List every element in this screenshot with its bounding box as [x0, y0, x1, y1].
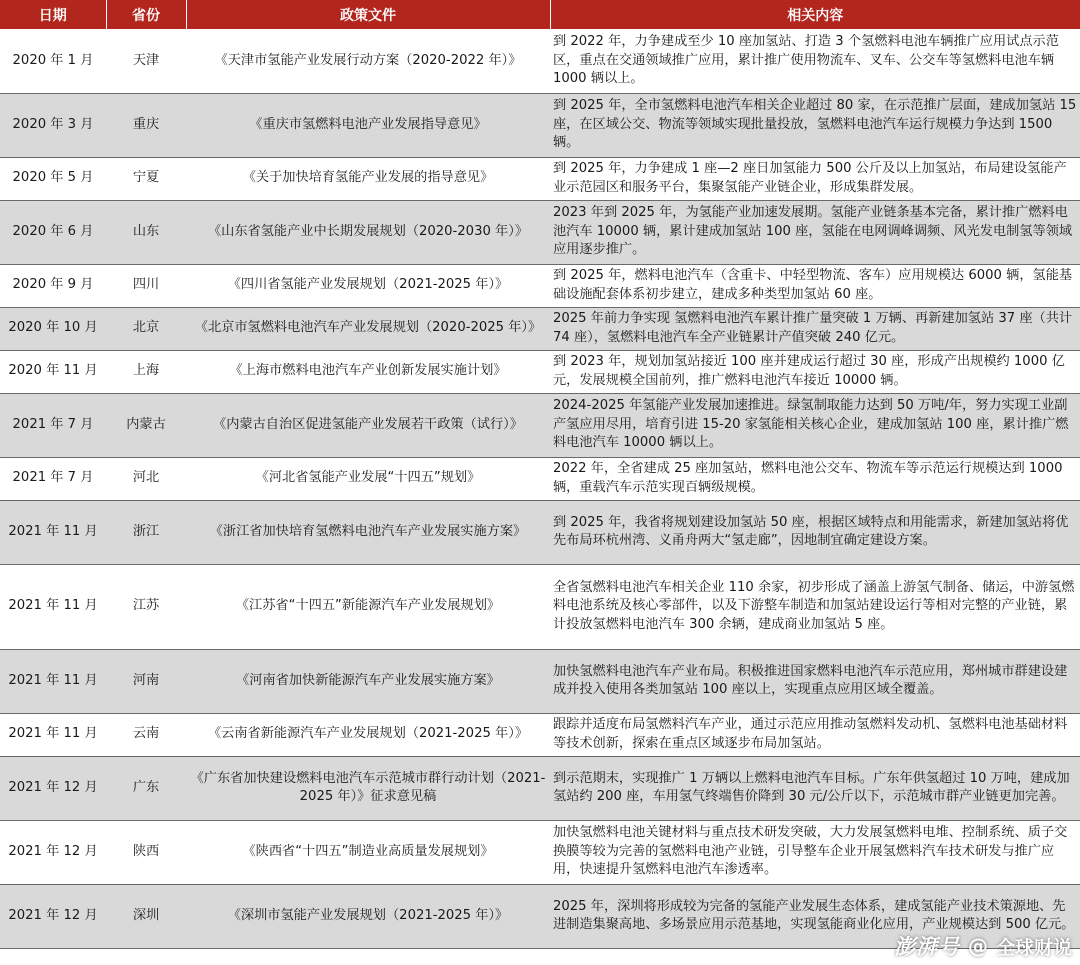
- cell-document: 《北京市氢燃料电池汽车产业发展规划（2020-2025 年）》: [186, 307, 550, 350]
- cell-content: 到 2025 年，全市氢燃料电池汽车相关企业超过 80 家，在示范推广层面，建成加氢站 15 座，在区域公交、物流等领域实现批量投放，氢燃料电池汽车运行规模力争达到 1500 辆。: [550, 93, 1080, 157]
- cell-province: 重庆: [106, 93, 186, 157]
- cell-province: 天津: [106, 29, 186, 93]
- cell-document: 《深圳市氢能产业发展规划（2021-2025 年）》: [186, 884, 550, 948]
- cell-date: 2020 年 11 月: [0, 350, 106, 393]
- table-row: [0, 350, 1080, 393]
- cell-document: 《广东省加快建设燃料电池汽车示范城市群行动计划（2021-2025 年）》征求意见稿: [186, 756, 550, 820]
- cell-document: 《浙江省加快培育氢燃料电池汽车产业发展实施方案》: [186, 500, 550, 564]
- table-row: [0, 713, 1080, 756]
- cell-province: 上海: [106, 350, 186, 393]
- table-row: [0, 264, 1080, 307]
- cell-date: 2021 年 12 月: [0, 756, 106, 820]
- cell-document: 《江苏省“十四五”新能源汽车产业发展规划》: [186, 564, 550, 649]
- table-row: [0, 393, 1080, 457]
- cell-province: 深圳: [106, 884, 186, 948]
- table-row: [0, 756, 1080, 820]
- cell-content: 到 2025 年，我省将规划建设加氢站 50 座，根据区域特点和用能需求，新建加氢站将优先布局环杭州湾、义甬舟两大“氢走廊”，因地制宜确定建设方案。: [550, 500, 1080, 564]
- watermark-at: @: [967, 934, 988, 958]
- table-row: [0, 307, 1080, 350]
- cell-province: 浙江: [106, 500, 186, 564]
- watermark-account: 全球财说: [995, 936, 1072, 959]
- cell-date: 2020 年 10 月: [0, 307, 106, 350]
- table-body: [0, 29, 1080, 948]
- cell-date: 2020 年 3 月: [0, 93, 106, 157]
- cell-province: 河南: [106, 649, 186, 713]
- watermark: [894, 929, 1072, 963]
- cell-province: 四川: [106, 264, 186, 307]
- cell-date: 2021 年 12 月: [0, 884, 106, 948]
- cell-document: 《重庆市氢燃料电池产业发展指导意见》: [186, 93, 550, 157]
- cell-document: 《天津市氢能产业发展行动方案（2020-2022 年）》: [186, 29, 550, 93]
- cell-province: 山东: [106, 200, 186, 264]
- cell-province: 北京: [106, 307, 186, 350]
- cell-date: 2020 年 6 月: [0, 200, 106, 264]
- table-row: [0, 649, 1080, 713]
- cell-document: 《河南省加快新能源汽车产业发展实施方案》: [186, 649, 550, 713]
- table-header: [0, 0, 1080, 29]
- cell-content: 加快氢燃料电池汽车产业布局。积极推进国家燃料电池汽车示范应用，郑州城市群建设建成并投入使用各类加氢站 100 座以上，实现重点应用区域全覆盖。: [550, 649, 1080, 713]
- cell-content: 2022 年，全省建成 25 座加氢站，燃料电池公交车、物流车等示范运行规模达到 1000 辆，重载汽车示范实现百辆级规模。: [550, 457, 1080, 500]
- cell-province: 河北: [106, 457, 186, 500]
- cell-content: 2023 年到 2025 年，为氢能产业加速发展期。氢能产业链条基本完备，累计推广燃料电池汽车 10000 辆，累计建成加氢站 100 座，氢能在电网调峰调频、风光发电制氢等领域应用逐步推广。: [550, 200, 1080, 264]
- table-row: [0, 200, 1080, 264]
- cell-content: 2025 年前力争实现 氢燃料电池汽车累计推广量突破 1 万辆、再新建加氢站 37 座（共计 74 座），氢燃料电池汽车全产业链累计产值突破 240 亿元。: [550, 307, 1080, 350]
- cell-content: 2025 年，深圳将形成较为完备的氢能产业发展生态体系，建成氢能产业技术策源地、先进制造集聚高地、多场景应用示范基地，实现氢能商业化应用，产业规模达到 500 亿元。: [550, 884, 1080, 948]
- cell-document: 《河北省氢能产业发展“十四五”规划》: [186, 457, 550, 500]
- cell-date: 2021 年 11 月: [0, 649, 106, 713]
- cell-content: 到 2025 年，燃料电池汽车（含重卡、中轻型物流、客车）应用规模达 6000 辆，氢能基础设施配套体系初步建立，建成多种类型加氢站 60 座。: [550, 264, 1080, 307]
- header-date: 日期: [0, 0, 106, 29]
- cell-date: 2020 年 9 月: [0, 264, 106, 307]
- cell-province: 宁夏: [106, 157, 186, 200]
- table-row: [0, 820, 1080, 884]
- table-row: [0, 564, 1080, 649]
- cell-date: 2021 年 12 月: [0, 820, 106, 884]
- cell-content: 到 2023 年，规划加氢站接近 100 座并建成运行超过 30 座，形成产出规模约 1000 亿元，发展规模全国前列，推广燃料电池汽车接近 10000 辆。: [550, 350, 1080, 393]
- cell-document: 《云南省新能源汽车产业发展规划（2021-2025 年）》: [186, 713, 550, 756]
- cell-date: 2021 年 7 月: [0, 393, 106, 457]
- cell-content: 全省氢燃料电池汽车相关企业 110 余家，初步形成了涵盖上游氢气制备、储运，中游氢燃料电池系统及核心零部件，以及下游整车制造和加氢站建设运行等相对完整的产业链，累计投放氢燃料电池汽车 300 余辆，建成商业加氢站 5 座。: [550, 564, 1080, 649]
- cell-date: 2021 年 11 月: [0, 500, 106, 564]
- cell-content: 到 2022 年，力争建成至少 10 座加氢站、打造 3 个氢燃料电池车辆推广应用试点示范区，重点在交通领域推广应用，累计推广使用物流车、叉车、公交车等氢燃料电池车辆 1000 辆以上。: [550, 29, 1080, 93]
- header-document: 政策文件: [186, 0, 550, 29]
- cell-date: 2021 年 11 月: [0, 713, 106, 756]
- cell-province: 陕西: [106, 820, 186, 884]
- cell-document: 《内蒙古自治区促进氢能产业发展若干政策（试行）》: [186, 393, 550, 457]
- cell-date: 2021 年 7 月: [0, 457, 106, 500]
- table-row: [0, 457, 1080, 500]
- cell-date: 2020 年 1 月: [0, 29, 106, 93]
- table-row: [0, 93, 1080, 157]
- cell-document: 《四川省氢能产业发展规划（2021-2025 年）》: [186, 264, 550, 307]
- header-row: [0, 0, 1080, 29]
- cell-content: 跟踪并适度布局氢燃料汽车产业，通过示范应用推动氢燃料发动机、氢燃料电池基础材料等技术创新，探索在重点区域逐步布局加氢站。: [550, 713, 1080, 756]
- table-row: [0, 29, 1080, 93]
- cell-document: 《关于加快培育氢能产业发展的指导意见》: [186, 157, 550, 200]
- table-row: [0, 500, 1080, 564]
- table-row: [0, 157, 1080, 200]
- cell-document: 《山东省氢能产业中长期发展规划（2020-2030 年）》: [186, 200, 550, 264]
- cell-content: 到示范期末，实现推广 1 万辆以上燃料电池汽车目标。广东年供氢超过 10 万吨，建成加氢站约 200 座，车用氢气终端售价降到 30 元/公斤以下，示范城市群产业链更加完善。: [550, 756, 1080, 820]
- cell-date: 2020 年 5 月: [0, 157, 106, 200]
- cell-document: 《陕西省“十四五”制造业高质量发展规划》: [186, 820, 550, 884]
- cell-province: 江苏: [106, 564, 186, 649]
- cell-province: 内蒙古: [106, 393, 186, 457]
- cell-province: 广东: [106, 756, 186, 820]
- cell-date: 2021 年 11 月: [0, 564, 106, 649]
- header-content: 相关内容: [550, 0, 1080, 29]
- cell-province: 云南: [106, 713, 186, 756]
- cell-document: 《上海市燃料电池汽车产业创新发展实施计划》: [186, 350, 550, 393]
- cell-content: 到 2025 年，力争建成 1 座—2 座日加氢能力 500 公斤及以上加氢站，布局建设氢能产业示范园区和服务平台，集聚氢能产业链企业，形成集群发展。: [550, 157, 1080, 200]
- cell-content: 加快氢燃料电池关键材料与重点技术研发突破，大力发展氢燃料电堆、控制系统、质子交换膜等较为完善的氢燃料电池产业链，引导整车企业开展氢燃料汽车技术研发与推广应用，快速提升氢燃料电池汽车渗透率。: [550, 820, 1080, 884]
- cell-content: 2024-2025 年氢能产业发展加速推进。绿氢制取能力达到 50 万吨/年，努力实现工业副产氢应用尽用，培育引进 15-20 家氢能相关核心企业，建成加氢站 100 座，累计推广燃料电池汽车 10000 辆以上。: [550, 393, 1080, 457]
- watermark-logo: 澎湃号: [893, 935, 960, 959]
- header-province: 省份: [106, 0, 186, 29]
